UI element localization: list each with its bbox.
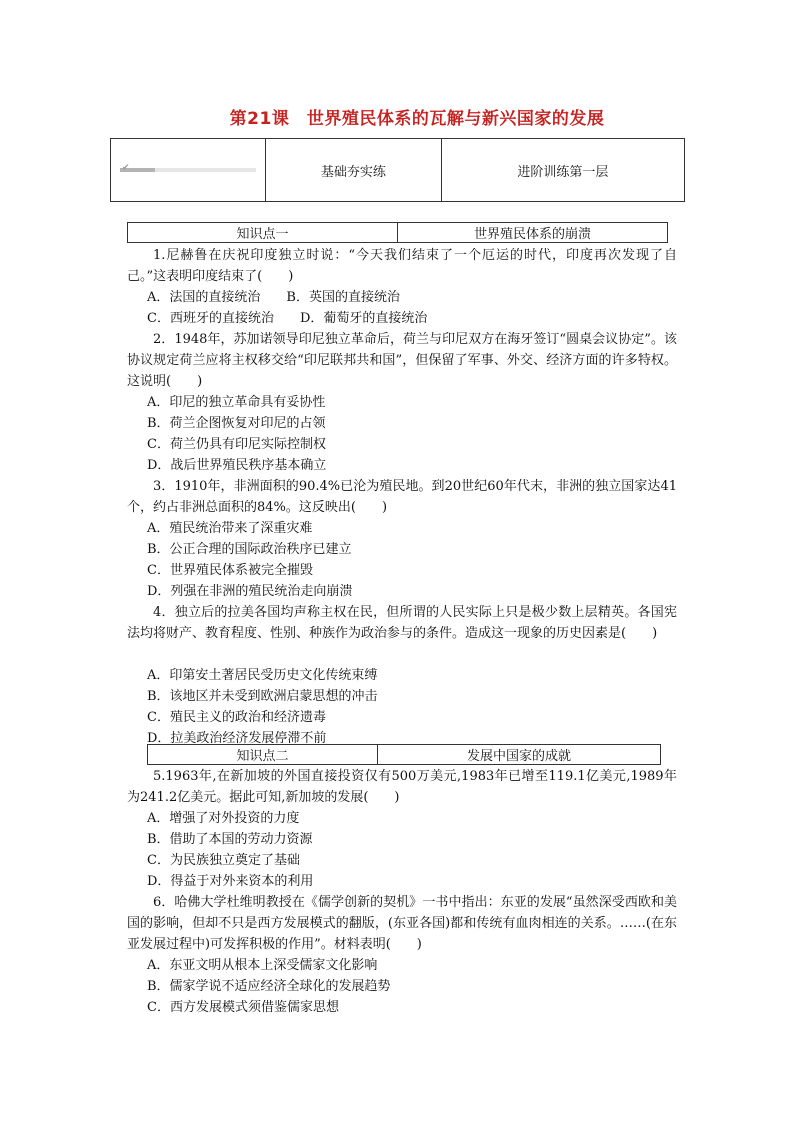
kp2-label: 知识点二 — [148, 745, 378, 765]
header-table — [110, 138, 685, 202]
lesson-title: 第21课 世界殖民体系的瓦解与新兴国家的发展 — [229, 109, 605, 129]
question-2-option-b: B．荷兰企图恢复对印尼的占领 — [147, 416, 326, 431]
question-2-stem: 2．1948年，苏加诺领导印尼独立革命后，荷兰与印尼双方在海牙签订“圆桌会议协定”。该协议规定荷兰应将主权移交给“印尼联邦共和国”，但保留了军事、外交、经济方面的许多特权。这说明( ) — [127, 332, 677, 389]
question-1-options-cd: C．西班牙的直接统治 D．葡萄牙的直接统治 — [147, 311, 428, 326]
question-4-option-b: B．该地区并未受到欧洲启蒙思想的冲击 — [147, 689, 378, 704]
question-2-option-d: D．战后世界殖民秩序基本确立 — [147, 458, 327, 473]
question-5-stem: 5.1963年,在新加坡的外国直接投资仅有500万美元,1983年已增至119.1亿美元,1989年为241.2亿美元。据此可知,新加坡的发展( ) — [127, 769, 677, 805]
question-3-option-c: C．世界殖民体系被完全摧毁 — [147, 563, 313, 578]
knowledge-point-2 — [147, 744, 661, 765]
question-2-option-a: A．印尼的独立革命具有妥协性 — [147, 395, 326, 410]
check-icon: ✔ — [122, 163, 130, 173]
question-5-option-d: D．得益于对外来资本的利用 — [147, 874, 314, 889]
header-basic-practice: 基础夯实练 — [266, 139, 442, 202]
kp1-label: 知识点一 — [128, 223, 398, 243]
question-5-option-b: B．借助了本国的劳动力资源 — [147, 832, 313, 847]
question-4-stem: 4．独立后的拉美各国均声称主权在民，但所谓的人民实际上只是极少数上层精英。各国宪法均将财产、教育程度、性别、种族作为政治参与的条件。造成这一现象的历史因素是( ) — [127, 605, 677, 641]
question-3-option-b: B．公正合理的国际政治秩序已建立 — [147, 542, 352, 557]
question-2-option-c: C．荷兰仍具有印尼实际控制权 — [147, 437, 326, 452]
question-6-stem: 6．哈佛大学杜维明教授在《儒学创新的契机》一书中指出：东亚的发展“虽然深受西欧和美国的影响，但却不只是西方发展模式的翻版，(东亚各国)都和传统有血肉相连的关系。……(在东亚发展过程中)可发挥积极的作用”。材料表明( ) — [127, 895, 677, 952]
question-3-option-d: D．列强在非洲的殖民统治走向崩溃 — [147, 584, 353, 599]
kp1-topic: 世界殖民体系的崩溃 — [398, 223, 668, 243]
knowledge-point-1 — [127, 222, 668, 243]
kp2-topic: 发展中国家的成就 — [378, 745, 661, 765]
question-6-option-b: B．儒家学说不适应经济全球化的发展趋势 — [147, 979, 391, 994]
question-4-option-c: C．殖民主义的政治和经济遗毒 — [147, 710, 326, 725]
question-3-stem: 3．1910年，非洲面积的90.4%已沦为殖民地。到20世纪60年代末，非洲的独立国家达41个，约占非洲总面积的84%。这反映出( ) — [127, 479, 677, 515]
header-advanced-training: 进阶训练第一层 — [441, 139, 684, 202]
question-5-option-c: C．为民族独立奠定了基础 — [147, 853, 300, 868]
progress-logo — [120, 163, 256, 173]
question-5-option-a: A．增强了对外投资的力度 — [147, 811, 300, 826]
logo-cell — [111, 139, 266, 202]
question-6-option-a: A．东亚文明从根本上深受儒家文化影响 — [147, 958, 378, 973]
question-4-option-a: A．印第安土著居民受历史文化传统束缚 — [147, 668, 378, 683]
question-1-options-ab: A．法国的直接统治 B．英国的直接统治 — [147, 290, 400, 305]
question-6-option-c: C．西方发展模式须借鉴儒家思想 — [147, 1000, 339, 1015]
question-3-option-a: A．殖民统治带来了深重灾难 — [147, 521, 313, 536]
question-4-option-d: D．拉美政治经济发展停滞不前 — [147, 731, 327, 746]
question-1-stem: 1.尼赫鲁在庆祝印度独立时说：“今天我们结束了一个厄运的时代，印度再次发现了自己。”这表明印度结束了( ) — [127, 248, 677, 284]
